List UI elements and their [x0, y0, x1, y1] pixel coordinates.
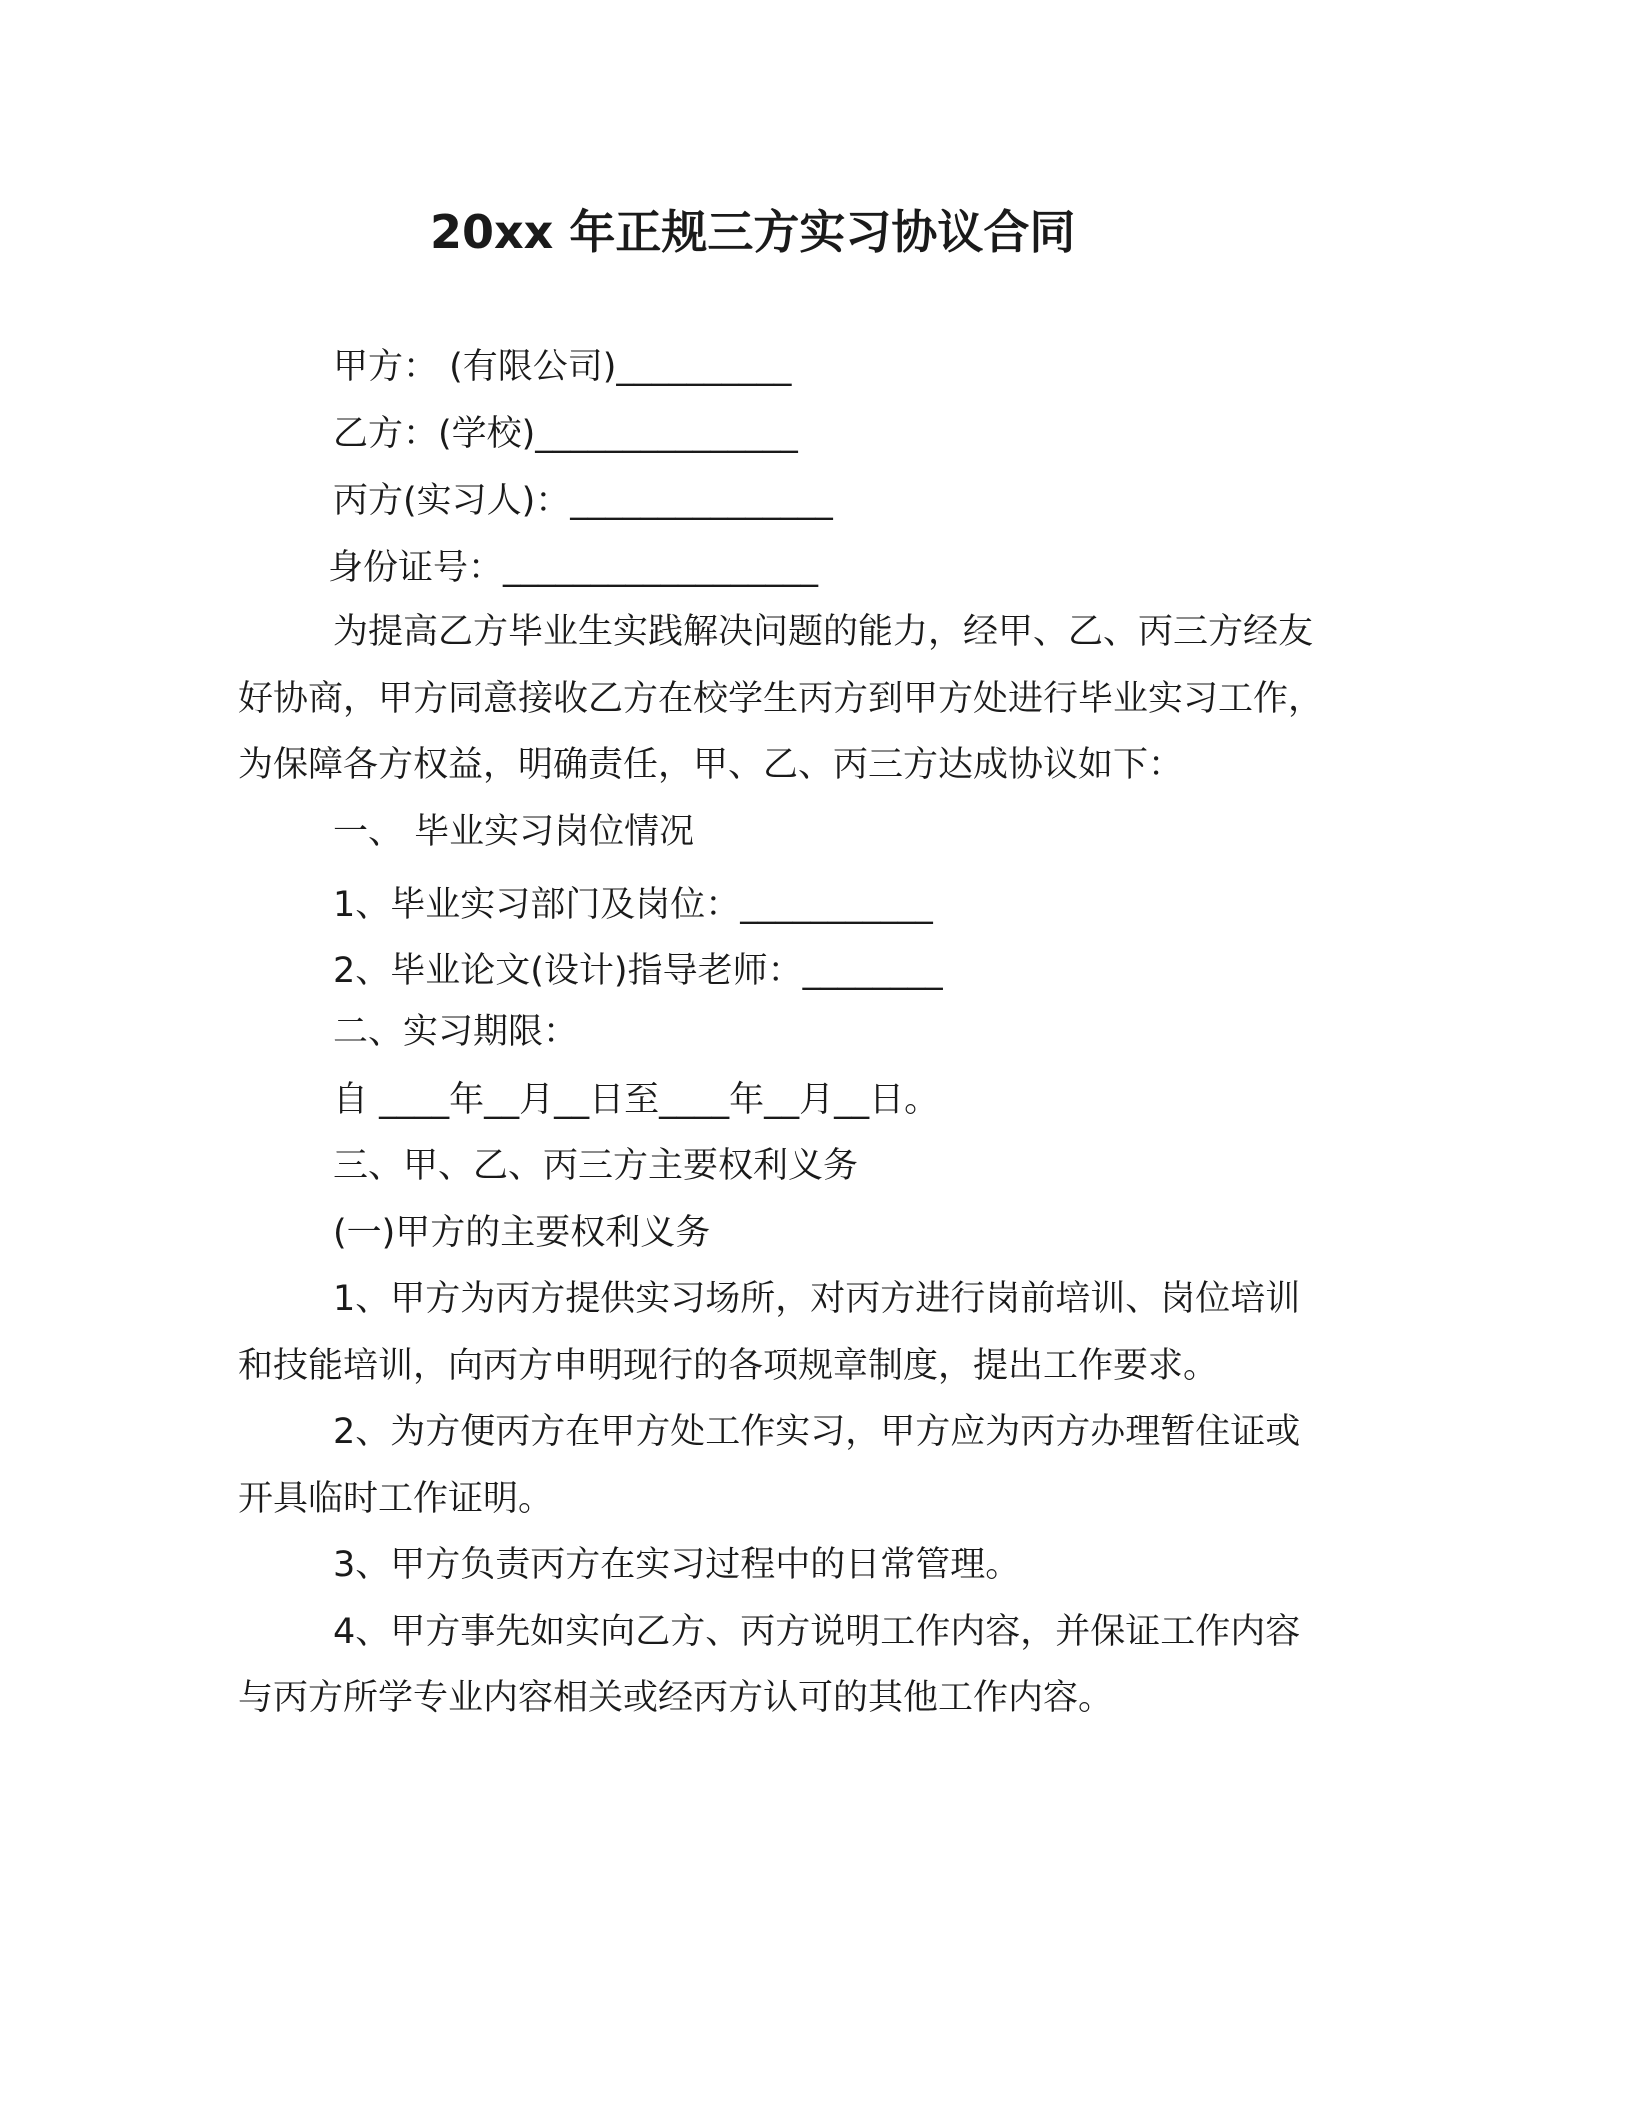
intro-line-1: 为提高乙方毕业生实践解决问题的能力，经甲、乙、丙三方经友 [333, 612, 1314, 652]
section-1-item-2: 2、毕业论文(设计)指导老师：________ [333, 951, 943, 991]
intro-line-2: 好协商，甲方同意接收乙方在校学生丙方到甲方处进行毕业实习工作， [238, 679, 1324, 719]
item-4-line-2: 与丙方所学专业内容相关或经丙方认可的其他工作内容。 [238, 1678, 1114, 1718]
item-1-line-1: 1、甲方为丙方提供实习场所，对丙方进行岗前培训、岗位培训 [333, 1279, 1301, 1319]
section-2-heading: 二、实习期限： [333, 1012, 579, 1052]
item-2-line-1: 2、为方便丙方在甲方处工作实习，甲方应为丙方办理暂住证或 [333, 1412, 1301, 1452]
party-b-line: 乙方：(学校)_______________ [333, 414, 798, 454]
item-1-line-2: 和技能培训，向丙方申明现行的各项规章制度，提出工作要求。 [238, 1346, 1219, 1386]
section-2-period: 自 ____年__月__日至____年__月__日。 [333, 1080, 940, 1120]
id-number-line: 身份证号：__________________ [328, 548, 819, 588]
party-c-line: 丙方(实习人)：_______________ [333, 481, 833, 521]
item-4-line-1: 4、甲方事先如实向乙方、丙方说明工作内容，并保证工作内容 [333, 1612, 1301, 1652]
section-1-heading: 一、 毕业实习岗位情况 [333, 812, 695, 852]
document-title: 20xx 年正规三方实习协议合同 [430, 205, 1076, 259]
item-2-line-2: 开具临时工作证明。 [238, 1479, 554, 1519]
section-1-item-1: 1、毕业实习部门及岗位：___________ [333, 885, 933, 925]
section-3-heading: 三、甲、乙、丙三方主要权利义务 [333, 1146, 859, 1186]
item-3-line-1: 3、甲方负责丙方在实习过程中的日常管理。 [333, 1545, 1021, 1585]
party-a-line: 甲方： (有限公司)__________ [333, 347, 792, 387]
section-3-subheading-1: (一)甲方的主要权利义务 [333, 1213, 711, 1253]
intro-line-3: 为保障各方权益，明确责任，甲、乙、丙三方达成协议如下： [238, 745, 1184, 785]
